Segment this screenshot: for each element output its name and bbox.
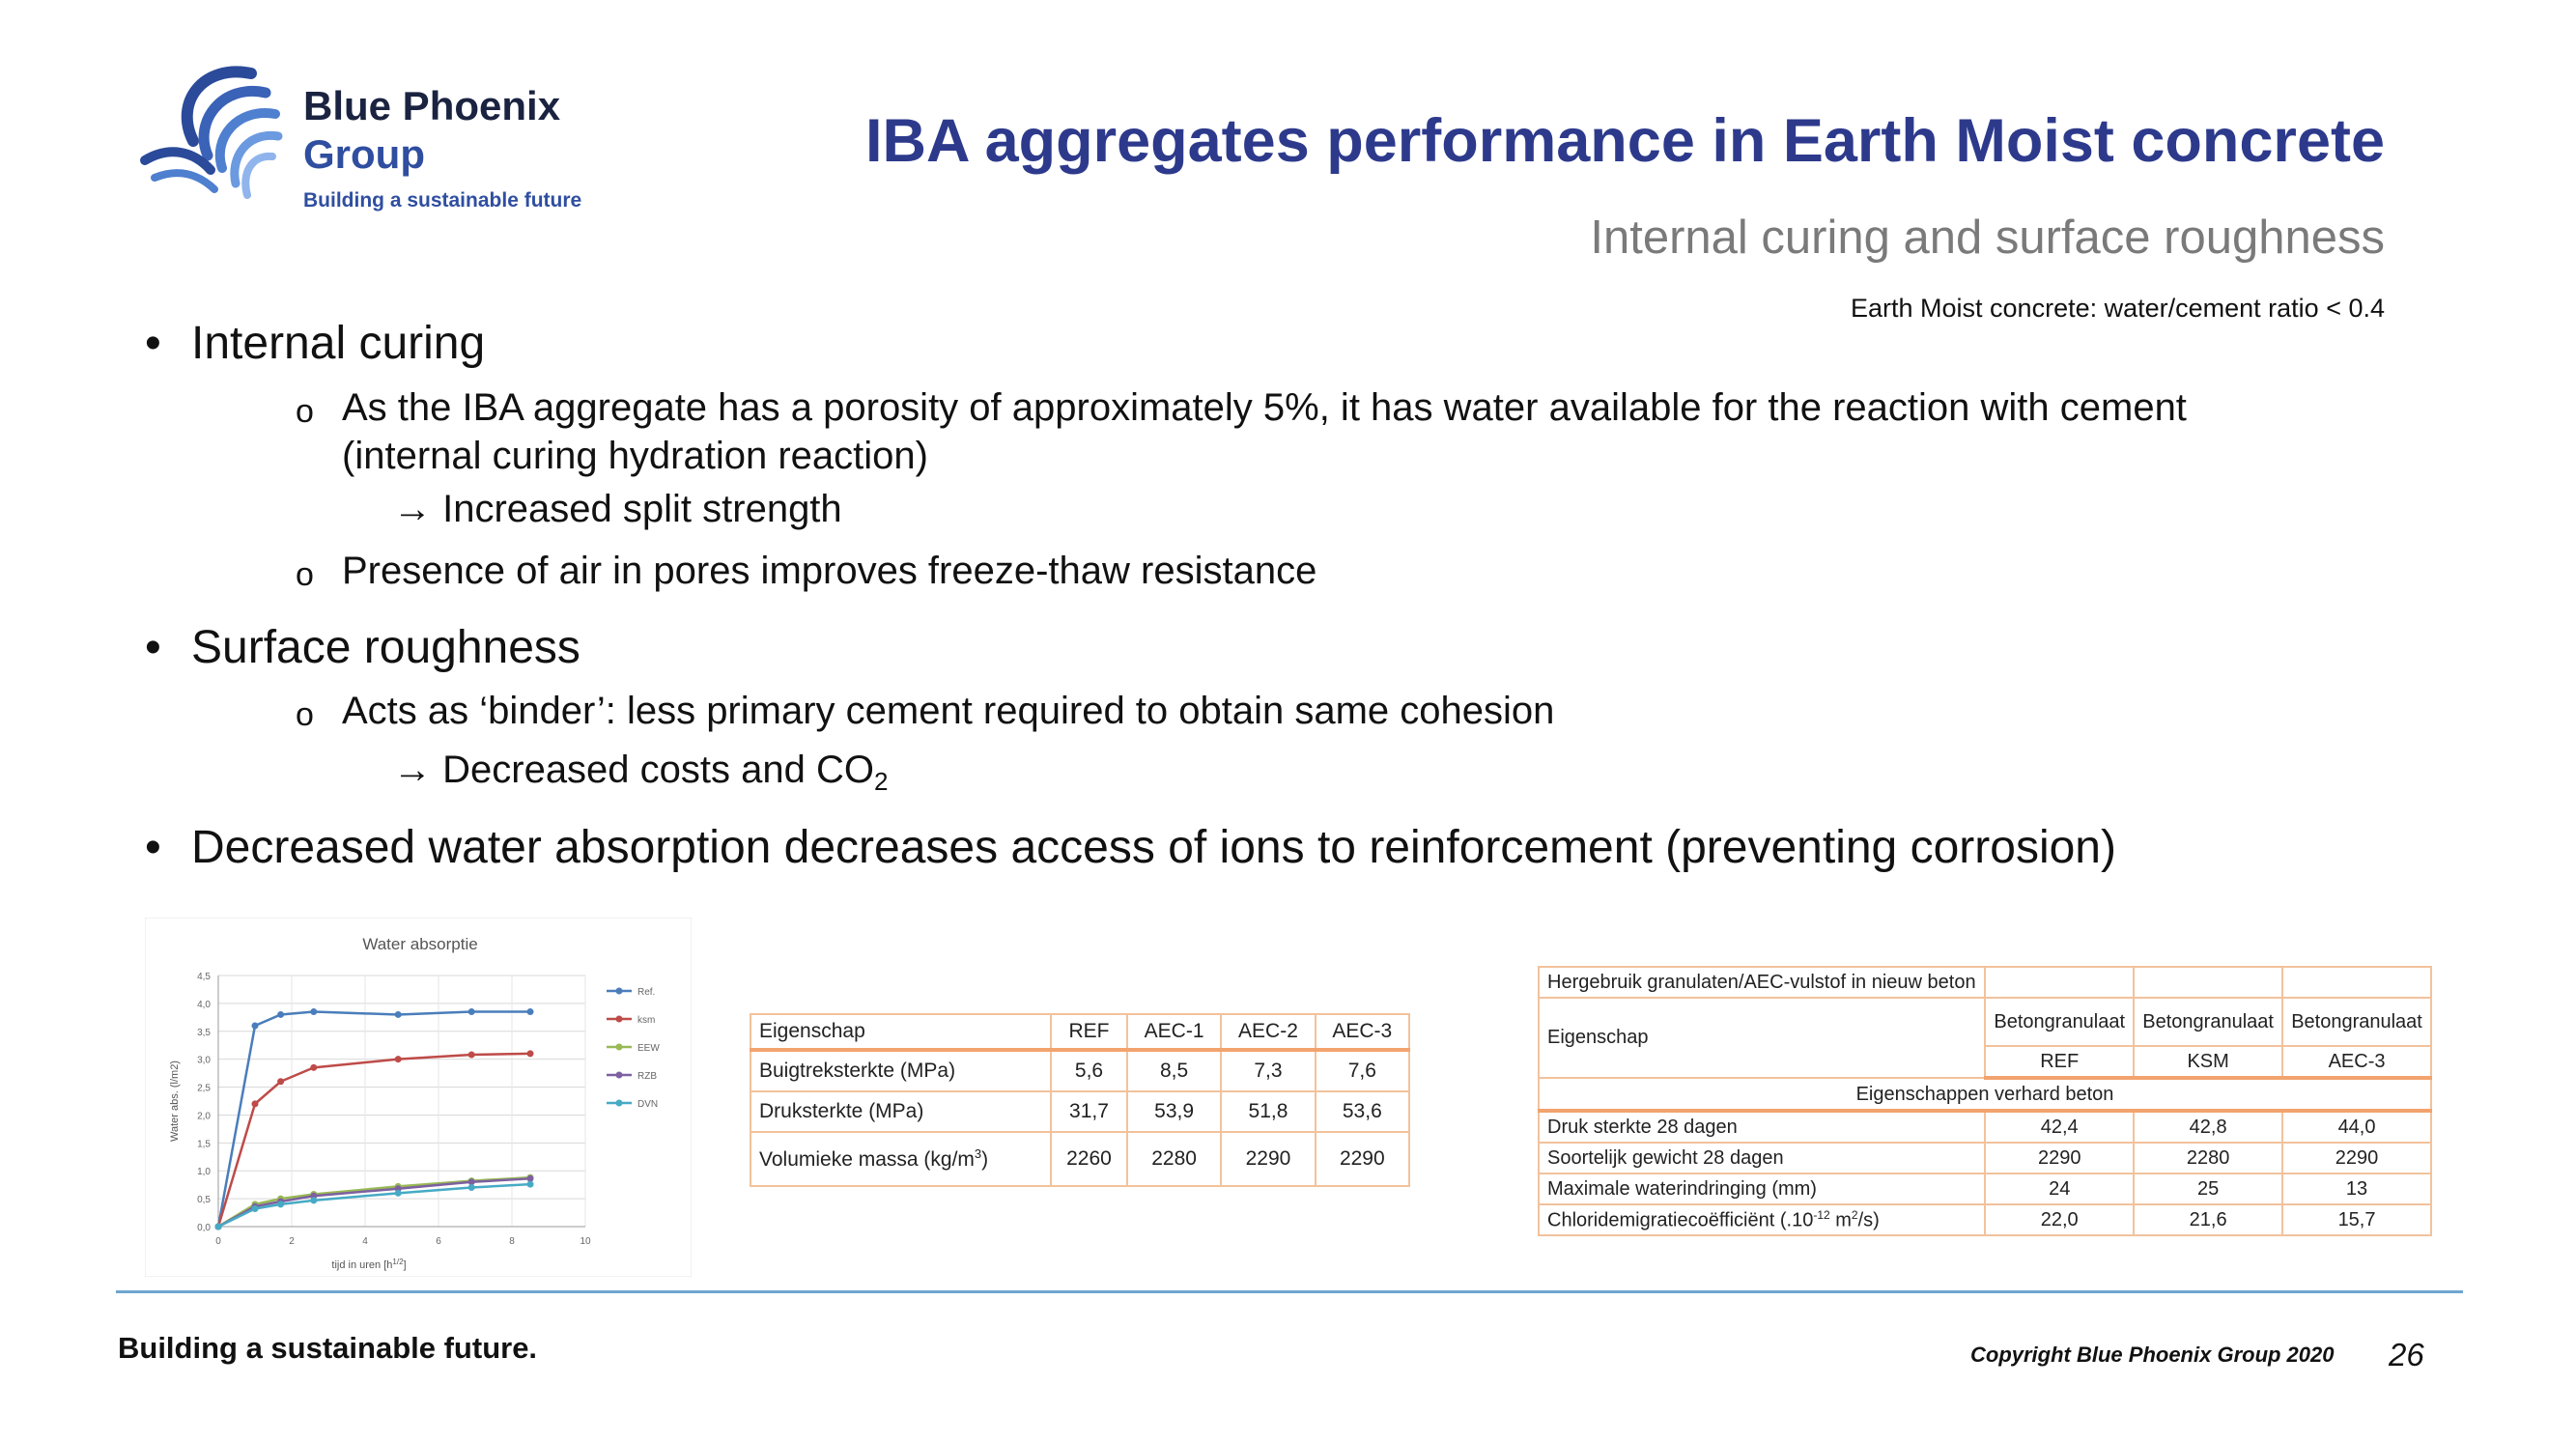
footer-divider xyxy=(116,1290,2463,1293)
slide-title: IBA aggregates performance in Earth Moist concrete xyxy=(864,107,2385,175)
x-tick-label: 2 xyxy=(289,1236,295,1247)
table-cell: 22,0 xyxy=(1985,1204,2134,1235)
row-label: Maximale waterindringing (mm) xyxy=(1539,1173,1985,1204)
logo-company-group: Group xyxy=(303,131,425,177)
header-cell: Eigenschap xyxy=(1539,998,1985,1078)
y-tick-label: 2,0 xyxy=(197,1111,211,1122)
subbullet-freeze-thaw xyxy=(296,547,2303,595)
table-cell: 8,5 xyxy=(1127,1050,1221,1091)
logo-company-name: Blue Phoenix xyxy=(303,83,561,128)
table-cell: 13 xyxy=(2282,1173,2431,1204)
legend-label: Ref. xyxy=(637,987,656,998)
row-label xyxy=(1539,1204,1985,1235)
table-row xyxy=(750,1091,1409,1132)
y-tick-label: 4,0 xyxy=(197,999,211,1010)
header-cell: REF xyxy=(1985,1046,2134,1078)
table-header-row xyxy=(750,1014,1409,1050)
row-label: Druk sterkte 28 dagen xyxy=(1539,1111,1985,1143)
chart-title: Water absorptie xyxy=(362,935,478,953)
subbullet-marker: o xyxy=(296,393,314,430)
page-number: 26 xyxy=(2389,1337,2424,1372)
co2-subscript: 2 xyxy=(874,767,889,796)
x-tick-label: 8 xyxy=(509,1236,515,1247)
table-cell: 44,0 xyxy=(2282,1111,2431,1143)
table-row xyxy=(1539,1111,2431,1143)
table-section-row xyxy=(1539,1078,2431,1111)
ratio-note: Earth Moist concrete: water/cement ratio < 0.4 xyxy=(1851,294,2385,323)
data-point xyxy=(395,1056,402,1062)
xlabel-sup: 1/2 xyxy=(392,1257,404,1266)
empty-cell xyxy=(1985,967,2134,998)
table-row xyxy=(750,1132,1409,1186)
header-cell: AEC-3 xyxy=(2282,1046,2431,1078)
subbullet-text: As the IBA aggregate has a porosity of approximately 5%, it has water available for the reaction with cement (internal curing hydration reaction) xyxy=(342,386,2187,477)
table-cell: 2290 xyxy=(2282,1143,2431,1173)
x-tick-label: 0 xyxy=(215,1236,221,1247)
reuse-table xyxy=(1538,966,2432,1236)
data-point xyxy=(310,1008,317,1015)
y-tick-label: 1,0 xyxy=(197,1167,211,1178)
header-cell: Betongranulaat xyxy=(2282,998,2431,1046)
table-row xyxy=(1539,1143,2431,1173)
data-point xyxy=(527,1050,534,1057)
table-cell: 2290 xyxy=(1985,1143,2134,1173)
data-point xyxy=(468,1008,475,1015)
y-tick-label: 2,5 xyxy=(197,1083,211,1094)
x-tick-label: 4 xyxy=(362,1236,368,1247)
header-cell: KSM xyxy=(2134,1046,2282,1078)
table-cell: 7,3 xyxy=(1221,1050,1315,1091)
subbullet-binder xyxy=(296,687,2303,735)
legend-marker xyxy=(616,1100,623,1107)
table-cell: 2280 xyxy=(2134,1143,2282,1173)
bullet-internal-curing xyxy=(145,317,486,370)
subbullet-marker: o xyxy=(296,696,314,733)
bullet-dot: • xyxy=(145,822,161,873)
table-cell: 53,9 xyxy=(1127,1091,1221,1132)
bullet-text: Surface roughness xyxy=(191,622,580,673)
empty-cell xyxy=(2282,967,2431,998)
y-tick-label: 0,5 xyxy=(197,1195,211,1206)
y-tick-label: 4,5 xyxy=(197,972,211,982)
result-text: → Decreased costs and CO xyxy=(393,749,874,791)
data-point xyxy=(252,1205,259,1212)
bullet-dot: • xyxy=(145,318,161,369)
data-point xyxy=(252,1100,259,1107)
legend-label: ksm xyxy=(637,1015,656,1026)
section-header: Eigenschappen verhard beton xyxy=(1539,1078,2431,1111)
row-label-text: Volumieke massa (kg/m xyxy=(759,1148,975,1171)
legend-marker xyxy=(616,988,623,995)
data-point xyxy=(277,1201,284,1207)
result-costs-co2 xyxy=(393,749,888,797)
data-point xyxy=(277,1078,284,1085)
row-label-sup: 3 xyxy=(974,1146,982,1161)
data-point xyxy=(468,1052,475,1059)
table-cell: 5,6 xyxy=(1051,1050,1127,1091)
row-label-sup2: 2 xyxy=(1851,1207,1858,1222)
bullet-text: Internal curing xyxy=(191,318,486,369)
table-row xyxy=(750,1050,1409,1091)
data-point xyxy=(252,1023,259,1030)
xlabel-text: tijd in uren [h xyxy=(331,1259,393,1271)
legend-label: EEW xyxy=(637,1043,660,1054)
table-row xyxy=(1539,1173,2431,1204)
result-split-strength: → Increased split strength xyxy=(393,488,842,530)
bullet-dot: • xyxy=(145,622,161,673)
table-cell: 2260 xyxy=(1051,1132,1127,1186)
table-cell: 31,7 xyxy=(1051,1091,1127,1132)
data-point xyxy=(215,1224,222,1230)
row-label-mid: m xyxy=(1829,1209,1852,1231)
bullet-surface-roughness xyxy=(145,621,580,674)
table-row xyxy=(1539,1204,2431,1235)
bullet-water-absorption xyxy=(145,821,2116,874)
legend-label: DVN xyxy=(637,1099,659,1110)
table-cell: 24 xyxy=(1985,1173,2134,1204)
table-cell: 42,8 xyxy=(2134,1111,2282,1143)
row-label-end: /s) xyxy=(1857,1209,1880,1231)
chart-ylabel: Water abs. (l/m2) xyxy=(169,1060,181,1142)
table-cell: 2280 xyxy=(1127,1132,1221,1186)
data-point xyxy=(527,1008,534,1015)
table-cell: 42,4 xyxy=(1985,1111,2134,1143)
table-cell: 51,8 xyxy=(1221,1091,1315,1132)
y-tick-label: 3,0 xyxy=(197,1055,211,1066)
legend-marker xyxy=(616,1072,623,1079)
data-point xyxy=(310,1064,317,1071)
header-cell: AEC-2 xyxy=(1221,1014,1315,1050)
legend-marker xyxy=(616,1044,623,1051)
phoenix-logo-icon xyxy=(135,54,290,205)
row-label-text: Chloridemigratiecoëfficiënt (.10 xyxy=(1547,1209,1814,1231)
data-point xyxy=(310,1197,317,1203)
logo-tagline: Building a sustainable future xyxy=(303,189,582,212)
row-label xyxy=(750,1132,1051,1186)
subbullet-text: Presence of air in pores improves freeze-thaw resistance xyxy=(342,550,1317,592)
header-cell: AEC-1 xyxy=(1127,1014,1221,1050)
xlabel-end: ] xyxy=(403,1259,407,1271)
header-cell: REF xyxy=(1051,1014,1127,1050)
table-cell: 25 xyxy=(2134,1173,2282,1204)
empty-cell xyxy=(2134,967,2282,998)
row-label: Druksterkte (MPa) xyxy=(750,1091,1051,1132)
subbullet-porosity xyxy=(296,383,2303,480)
slide-subtitle: Internal curing and surface roughness xyxy=(1590,212,2385,264)
legend-marker xyxy=(616,1016,623,1023)
table-cell: 7,6 xyxy=(1316,1050,1409,1091)
row-label: Buigtreksterkte (MPa) xyxy=(750,1050,1051,1091)
table-cell: 2290 xyxy=(1316,1132,1409,1186)
bullet-text: Decreased water absorption decreases access of ions to reinforcement (preventing corrosion) xyxy=(191,822,2116,873)
data-point xyxy=(468,1184,475,1191)
table-caption: Hergebruik granulaten/AEC-vulstof in nieuw beton xyxy=(1539,967,1985,998)
water-absorption-chart xyxy=(145,918,692,1277)
footer-copyright: Copyright Blue Phoenix Group 2020 xyxy=(1970,1343,2335,1367)
data-point xyxy=(527,1181,534,1188)
table-cell: 2290 xyxy=(1221,1132,1315,1186)
row-label-end: ) xyxy=(981,1148,989,1171)
data-point xyxy=(395,1011,402,1018)
row-label-sup: -12 xyxy=(1813,1207,1830,1222)
footer-slogan: Building a sustainable future. xyxy=(118,1331,538,1365)
table-cell: 15,7 xyxy=(2282,1204,2431,1235)
header-cell: Betongranulaat xyxy=(2134,998,2282,1046)
subbullet-text: Acts as ‘binder’: less primary cement required to obtain same cohesion xyxy=(342,690,1555,732)
y-tick-label: 0,0 xyxy=(197,1223,211,1233)
data-point xyxy=(277,1011,284,1018)
table-caption-row xyxy=(1539,967,2431,998)
header-cell: AEC-3 xyxy=(1316,1014,1409,1050)
x-tick-label: 6 xyxy=(436,1236,441,1247)
strength-table xyxy=(750,1013,1410,1187)
y-tick-label: 3,5 xyxy=(197,1027,211,1038)
legend-label: RZB xyxy=(637,1071,657,1082)
header-cell: Eigenschap xyxy=(750,1014,1051,1050)
table-header-row xyxy=(1539,998,2431,1046)
x-tick-label: 10 xyxy=(580,1236,591,1247)
table-cell: 21,6 xyxy=(2134,1204,2282,1235)
y-tick-label: 1,5 xyxy=(197,1139,211,1150)
data-point xyxy=(395,1190,402,1197)
row-label: Soortelijk gewicht 28 dagen xyxy=(1539,1143,1985,1173)
header-cell: Betongranulaat xyxy=(1985,998,2134,1046)
table-cell: 53,6 xyxy=(1316,1091,1409,1132)
subbullet-marker: o xyxy=(296,556,314,593)
